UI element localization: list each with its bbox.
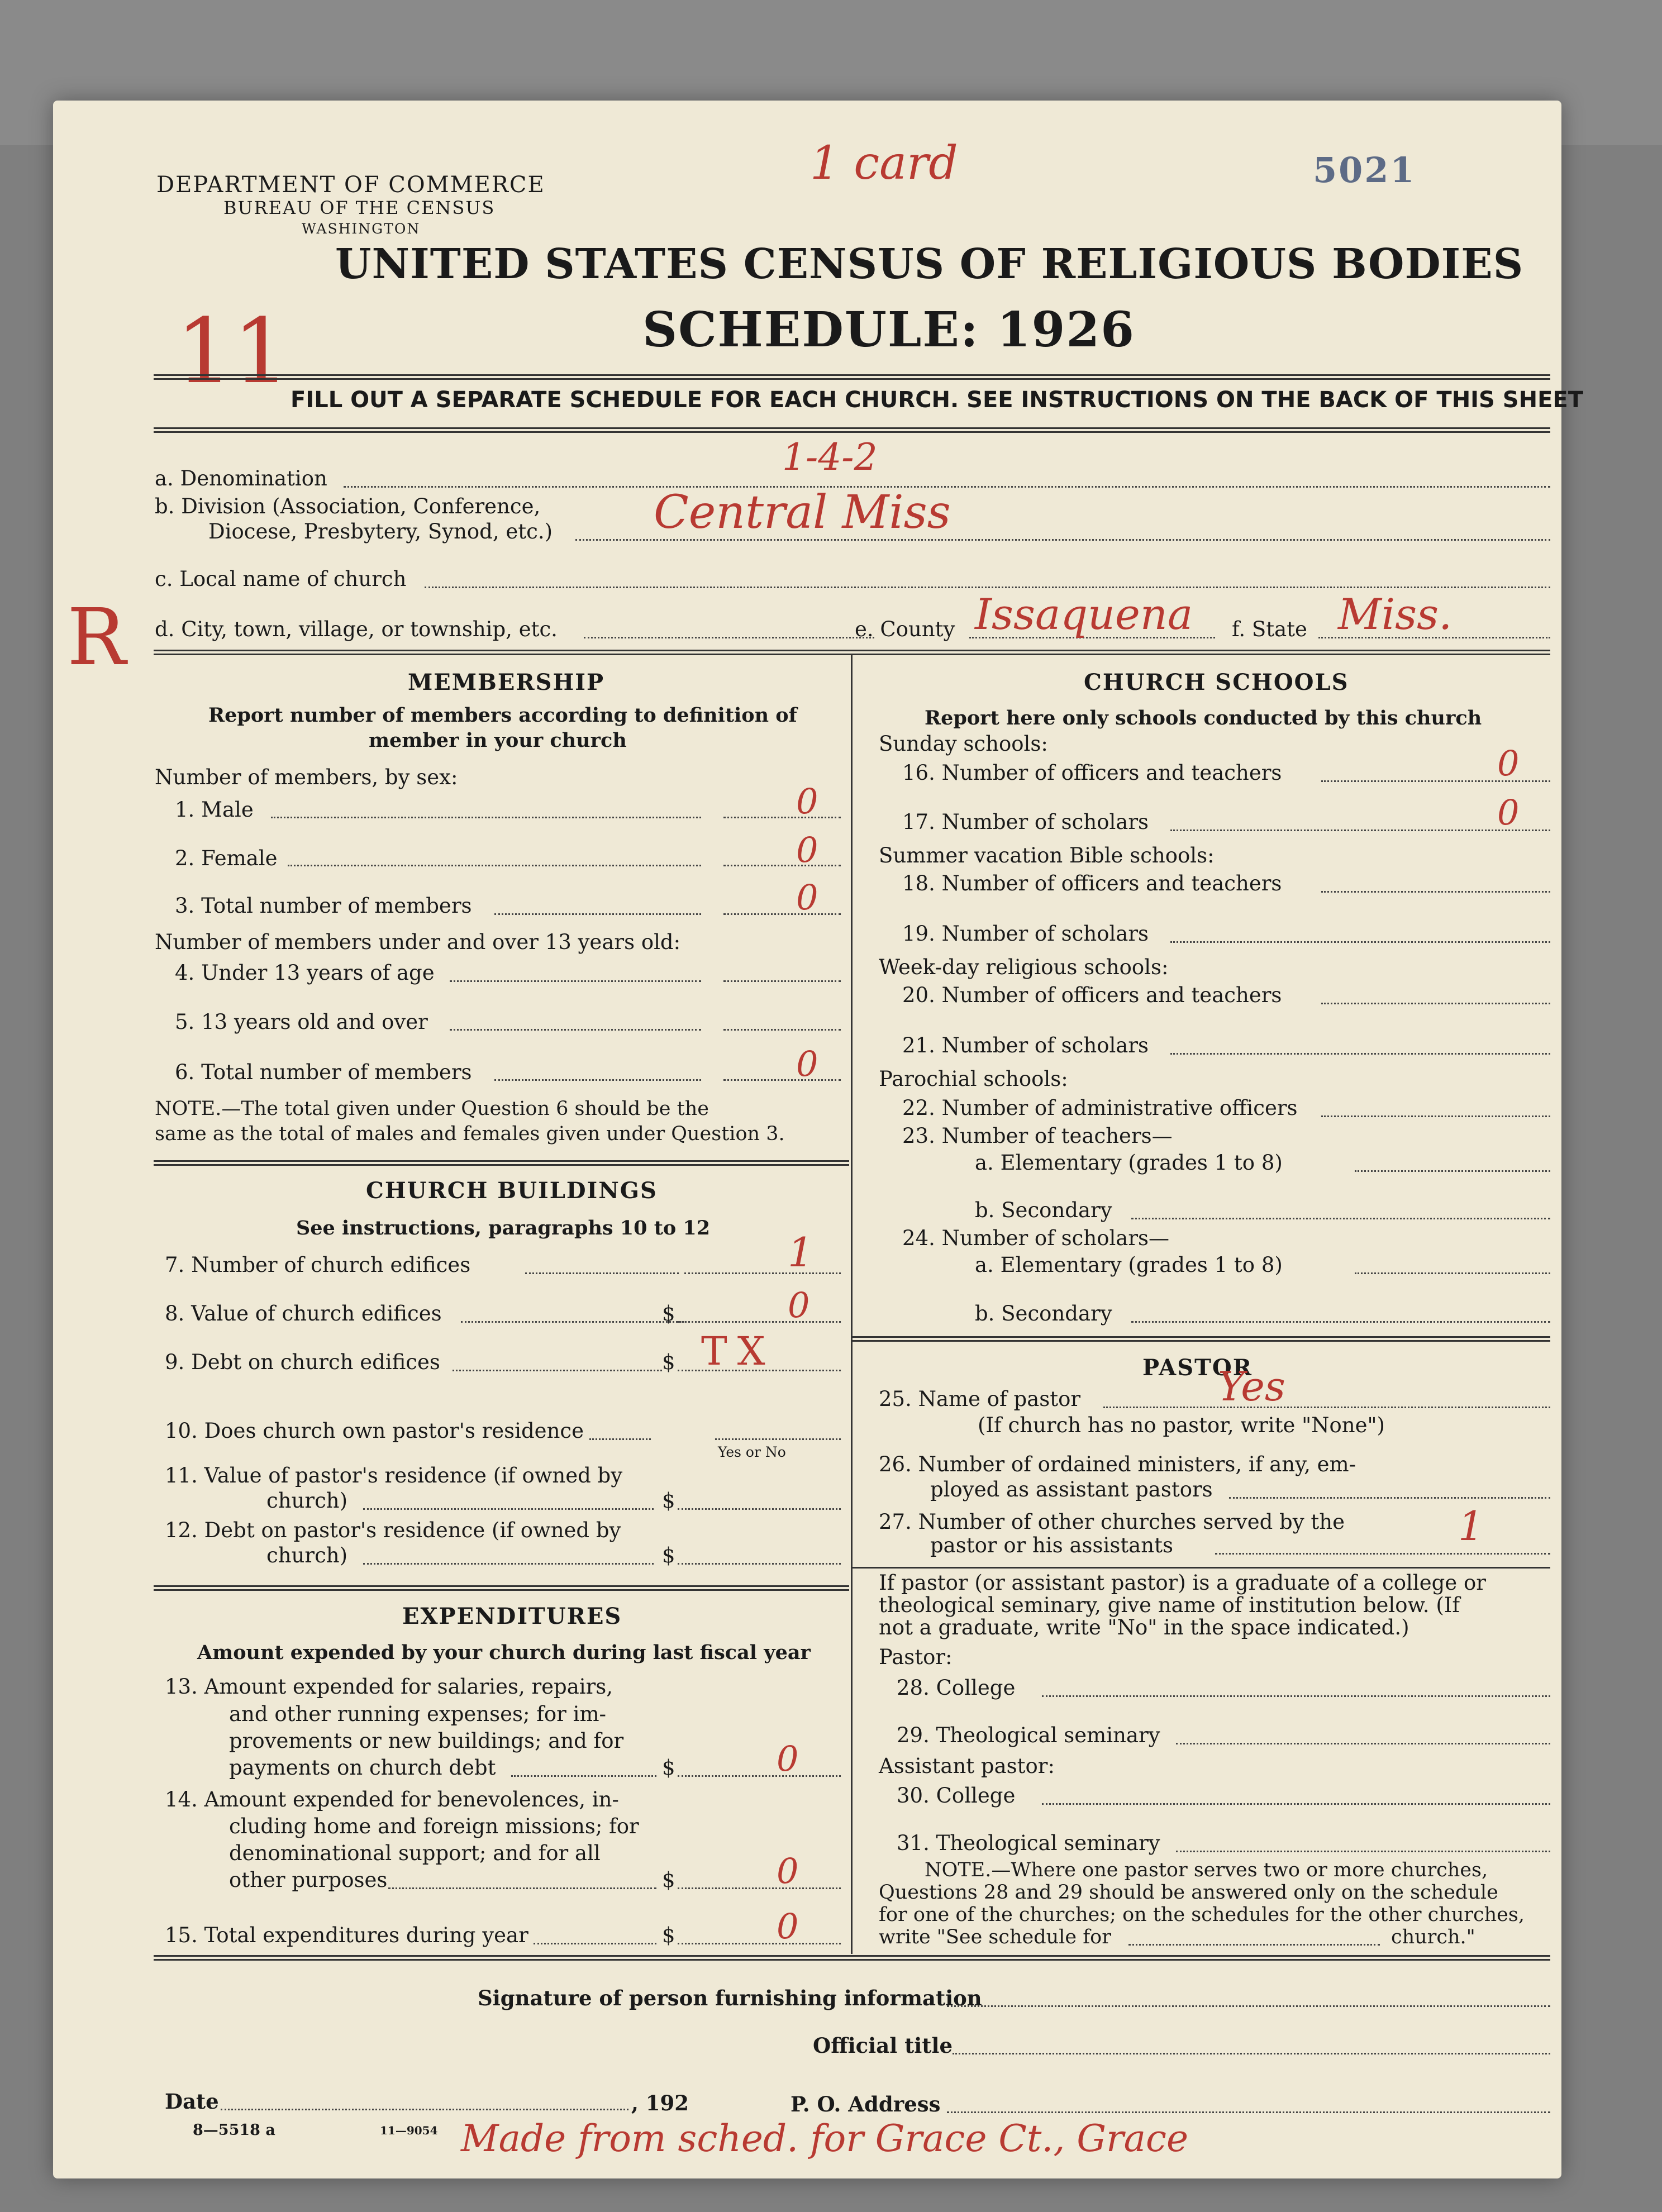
q25-note: (If church has no pastor, write "None") <box>978 1413 1385 1437</box>
q20-field[interactable] <box>1321 1003 1550 1004</box>
expenditures-heading: EXPENDITURES <box>402 1603 622 1629</box>
q17-field[interactable] <box>1170 830 1550 831</box>
q10-label: 10. Does church own pastor's residence <box>165 1419 584 1443</box>
handwritten-r-mark: R <box>67 592 126 683</box>
schedule-title: SCHEDULE: 1926 <box>642 302 1135 358</box>
q2-label: 2. Female <box>175 846 278 870</box>
q17-label: 17. Number of scholars <box>902 810 1149 834</box>
q25-label: 25. Name of pastor <box>879 1387 1081 1411</box>
q24b-label: b. Secondary <box>975 1302 1112 1326</box>
membership-note-1: NOTE.—The total given under Question 6 should be the <box>155 1098 709 1120</box>
field-division-label-1: b. Division (Association, Conference, <box>155 494 541 518</box>
members-by-age-label: Number of members under and over 13 years old: <box>155 930 681 954</box>
rule-buildings-2 <box>154 1589 849 1591</box>
rule-membership-2 <box>154 1164 849 1166</box>
expenditures-sub: Amount expended by your church during last fiscal year <box>197 1641 811 1664</box>
q20-label: 20. Number of officers and teachers <box>902 983 1282 1007</box>
q28-field[interactable] <box>1042 1695 1550 1697</box>
rule-bottom <box>154 1955 1550 1957</box>
graduate-note-2: theological seminary, give name of institution below. (If <box>879 1593 1460 1617</box>
fill-out-instruction: FILL OUT A SEPARATE SCHEDULE FOR EACH CHURCH. SEE INSTRUCTIONS ON THE BACK OF THIS SHEET <box>291 387 1584 413</box>
rule-mid-2 <box>154 431 1550 433</box>
q6-value: 0 <box>796 1043 818 1084</box>
q22-label: 22. Number of administrative officers <box>902 1096 1298 1120</box>
q3-field[interactable] <box>723 913 841 915</box>
q24-label: 24. Number of scholars— <box>902 1226 1170 1250</box>
q26-field[interactable] <box>1229 1497 1550 1499</box>
q16-label: 16. Number of officers and teachers <box>902 761 1282 785</box>
q1-value: 0 <box>796 781 818 822</box>
q15-field[interactable] <box>678 1943 841 1944</box>
assistant-pastor-subheading: Assistant pastor: <box>879 1754 1055 1778</box>
field-county-label: e. County <box>855 617 955 641</box>
field-division-label-2: Diocese, Presbytery, Synod, etc.) <box>208 519 553 544</box>
q9-dots <box>453 1370 662 1371</box>
q27-field[interactable] <box>1215 1553 1550 1555</box>
rule-pastor <box>852 1567 1550 1569</box>
q23a-label: a. Elementary (grades 1 to 8) <box>975 1151 1283 1175</box>
sunday-schools-label: Sunday schools: <box>879 732 1048 756</box>
q23-label: 23. Number of teachers— <box>902 1124 1173 1148</box>
rule-bottom-2 <box>154 1959 1550 1961</box>
q24a-field[interactable] <box>1355 1272 1550 1274</box>
rule-top <box>154 374 1550 376</box>
form-title: UNITED STATES CENSUS OF RELIGIOUS BODIES <box>335 240 1524 288</box>
q6-label: 6. Total number of members <box>175 1060 472 1084</box>
denomination-value: 1-4-2 <box>782 436 878 479</box>
q13-label-3: provements or new buildings; and for <box>229 1729 624 1753</box>
date-label: Date <box>165 2089 219 2114</box>
q21-field[interactable] <box>1170 1053 1550 1055</box>
q15-label: 15. Total expenditures during year <box>165 1923 528 1947</box>
form-number: 8—5518 a <box>193 2122 275 2139</box>
q25-field[interactable] <box>1103 1407 1550 1408</box>
summer-schools-label: Summer vacation Bible schools: <box>879 843 1215 867</box>
q17-value: 0 <box>1497 792 1520 833</box>
q11-dots <box>363 1508 654 1510</box>
q1-field[interactable] <box>723 817 841 818</box>
q1-dots <box>271 817 701 818</box>
schools-sub: Report here only schools conducted by this church <box>925 707 1482 730</box>
pastor-heading: PASTOR <box>1142 1355 1253 1381</box>
q28-label: 28. College <box>897 1676 1016 1700</box>
q24a-label: a. Elementary (grades 1 to 8) <box>975 1253 1283 1277</box>
q8-field[interactable] <box>678 1321 841 1323</box>
signature-label: Signature of person furnishing information <box>478 1986 982 2010</box>
q15-value: 0 <box>777 1906 799 1947</box>
rule-top-2 <box>154 378 1550 380</box>
q8-value: 0 <box>788 1285 810 1326</box>
q13-label-4: payments on church debt <box>229 1756 496 1780</box>
q13-dots <box>511 1775 656 1777</box>
q5-field[interactable] <box>723 1029 841 1031</box>
q13-field[interactable] <box>678 1775 841 1777</box>
rule-schools <box>852 1336 1550 1338</box>
county-value: Issaquena <box>975 589 1193 639</box>
q14-field[interactable] <box>678 1887 841 1889</box>
q26-label-1: 26. Number of ordained ministers, if any, em- <box>879 1452 1356 1476</box>
q2-dots <box>288 865 701 866</box>
q5-label: 5. 13 years old and over <box>175 1010 428 1034</box>
official-title-field[interactable] <box>953 2053 1550 2054</box>
q15-dots <box>534 1943 656 1944</box>
field-denomination-label: a. Denomination <box>155 466 327 490</box>
q25-value: Yes <box>1218 1363 1285 1410</box>
q29-field[interactable] <box>1176 1743 1550 1744</box>
buildings-heading: CHURCH BUILDINGS <box>366 1177 658 1204</box>
graduate-note-3: not a graduate, write "No" in the space indicated.) <box>879 1615 1409 1639</box>
rule-membership <box>154 1160 849 1162</box>
q11-field[interactable] <box>678 1508 841 1510</box>
city-heading: WASHINGTON <box>302 221 421 237</box>
q27-value: 1 <box>1458 1503 1484 1550</box>
po-address-label: P. O. Address <box>790 2092 941 2116</box>
field-city-line[interactable] <box>584 637 874 638</box>
q9-dollar: $ <box>662 1350 675 1374</box>
q10-yes-no-hint: Yes or No <box>718 1444 786 1460</box>
q13-dollar: $ <box>662 1756 675 1780</box>
q14-label-2: cluding home and foreign missions; for <box>229 1814 639 1838</box>
q14-label-3: denominational support; and for all <box>229 1841 601 1865</box>
q7-dots <box>525 1272 679 1274</box>
column-divider <box>851 655 853 1954</box>
official-title-label: Official title <box>813 2033 953 2058</box>
q14-dollar: $ <box>662 1868 675 1892</box>
pastor-note-1: NOTE.—Where one pastor serves two or more churches, <box>925 1859 1488 1881</box>
q9-label: 9. Debt on church edifices <box>165 1350 440 1374</box>
pastor-note-5: church." <box>1391 1926 1475 1948</box>
footer-handwritten-note: Made from sched. for Grace Ct., Grace <box>461 2117 1189 2160</box>
q2-value: 0 <box>796 830 818 870</box>
q11-dollar: $ <box>662 1489 675 1513</box>
q6-dots <box>494 1079 701 1081</box>
membership-heading: MEMBERSHIP <box>408 669 605 695</box>
field-city-label: d. City, town, village, or township, etc. <box>155 617 558 641</box>
signature-field[interactable] <box>947 2005 1550 2007</box>
q30-field[interactable] <box>1042 1803 1550 1805</box>
q15-dollar: $ <box>662 1923 675 1947</box>
graduate-note-1: If pastor (or assistant pastor) is a graduate of a college or <box>879 1571 1486 1595</box>
q23b-label: b. Secondary <box>975 1198 1112 1222</box>
q16-value: 0 <box>1497 743 1520 784</box>
q9-value: TX <box>701 1328 775 1374</box>
q1-label: 1. Male <box>175 798 254 822</box>
q14-dots <box>388 1887 656 1889</box>
stamp-number: 5021 <box>1313 150 1416 190</box>
weekday-schools-label: Week-day religious schools: <box>879 955 1169 979</box>
q4-label: 4. Under 13 years of age <box>175 961 435 985</box>
q7-field[interactable] <box>684 1272 841 1274</box>
q27-label-2: pastor or his assistants <box>930 1533 1173 1557</box>
dept-heading: DEPARTMENT OF COMMERCE <box>156 172 545 198</box>
membership-sub-1: Report number of members according to definition of <box>208 704 797 727</box>
see-schedule-field[interactable] <box>1128 1944 1380 1946</box>
q11-label-1: 11. Value of pastor's residence (if owned by <box>165 1463 623 1488</box>
q2-field[interactable] <box>723 865 841 866</box>
q12-field[interactable] <box>678 1563 841 1565</box>
q29-label: 29. Theological seminary <box>897 1723 1160 1747</box>
rule-schools-2 <box>852 1340 1550 1342</box>
rule-fields <box>154 650 1550 651</box>
handwritten-card-note: 1 card <box>810 137 958 190</box>
q6-field[interactable] <box>723 1079 841 1081</box>
q18-field[interactable] <box>1321 891 1550 893</box>
schools-heading: CHURCH SCHOOLS <box>1084 669 1349 695</box>
field-church-name-line[interactable] <box>425 587 1550 588</box>
q24b-field[interactable] <box>1131 1321 1550 1323</box>
q19-label: 19. Number of scholars <box>902 922 1149 946</box>
q8-dots <box>461 1321 684 1323</box>
q7-value: 1 <box>788 1229 813 1276</box>
q4-dots <box>450 980 701 982</box>
q14-label-1: 14. Amount expended for benevolences, in- <box>165 1787 619 1811</box>
q23a-field[interactable] <box>1355 1170 1550 1172</box>
q13-label-1: 13. Amount expended for salaries, repairs, <box>165 1675 613 1699</box>
q3-label: 3. Total number of members <box>175 894 472 918</box>
q3-value: 0 <box>796 877 818 918</box>
print-number: 11—9054 <box>380 2124 438 2137</box>
q31-field[interactable] <box>1176 1851 1550 1852</box>
po-address-field[interactable] <box>947 2111 1550 2113</box>
q14-label-4: other purposes <box>229 1868 388 1892</box>
q27-label-1: 27. Number of other churches served by the <box>879 1510 1345 1534</box>
q4-field[interactable] <box>723 980 841 982</box>
q18-label: 18. Number of officers and teachers <box>902 871 1282 895</box>
q12-dollar: $ <box>662 1543 675 1567</box>
q10-dots <box>589 1438 651 1440</box>
state-value: Miss. <box>1338 589 1453 639</box>
q21-label: 21. Number of scholars <box>902 1033 1149 1057</box>
pastor-note-2: Questions 28 and 29 should be answered only on the schedule <box>879 1881 1498 1904</box>
rule-buildings <box>154 1585 849 1587</box>
members-by-sex-label: Number of members, by sex: <box>155 765 458 789</box>
q7-label: 7. Number of church edifices <box>165 1253 471 1277</box>
q22-field[interactable] <box>1321 1115 1550 1117</box>
pastor-note-4: write "See schedule for <box>879 1926 1111 1948</box>
q8-dollar: $ <box>662 1302 675 1326</box>
date-year-suffix: , 192 <box>631 2091 689 2115</box>
q14-value: 0 <box>777 1851 799 1891</box>
membership-note-2: same as the total of males and females given under Question 3. <box>155 1123 785 1145</box>
date-field[interactable] <box>221 2109 628 2110</box>
membership-sub-2: member in your church <box>369 729 627 752</box>
parochial-schools-label: Parochial schools: <box>879 1067 1068 1091</box>
rule-mid <box>154 427 1550 429</box>
bureau-heading: BUREAU OF THE CENSUS <box>223 197 496 218</box>
buildings-sub: See instructions, paragraphs 10 to 12 <box>296 1217 711 1240</box>
pastor-note-3: for one of the churches; on the schedules for the other churches, <box>879 1904 1525 1926</box>
handwritten-number: 11 <box>176 299 290 403</box>
field-state-label: f. State <box>1232 617 1307 641</box>
q26-label-2: ployed as assistant pastors <box>930 1477 1213 1501</box>
q3-dots <box>494 913 701 915</box>
division-value: Central Miss <box>654 486 951 539</box>
q19-field[interactable] <box>1170 941 1550 943</box>
q13-value: 0 <box>777 1738 799 1779</box>
field-division-line[interactable] <box>575 539 1550 541</box>
q12-dots <box>363 1563 654 1565</box>
q10-field[interactable] <box>715 1438 841 1440</box>
q12-label-1: 12. Debt on pastor's residence (if owned by <box>165 1518 621 1542</box>
q11-label-2: church) <box>266 1489 348 1513</box>
pastor-subheading: Pastor: <box>879 1645 953 1669</box>
census-schedule-sheet <box>53 101 1584 2178</box>
q13-label-2: and other running expenses; for im- <box>229 1702 607 1726</box>
q30-label: 30. College <box>897 1784 1016 1808</box>
q23b-field[interactable] <box>1131 1218 1550 1219</box>
q8-label: 8. Value of church edifices <box>165 1302 442 1326</box>
q31-label: 31. Theological seminary <box>897 1831 1160 1855</box>
q5-dots <box>450 1029 701 1031</box>
q12-label-2: church) <box>266 1543 348 1567</box>
field-church-name-label: c. Local name of church <box>155 567 407 591</box>
